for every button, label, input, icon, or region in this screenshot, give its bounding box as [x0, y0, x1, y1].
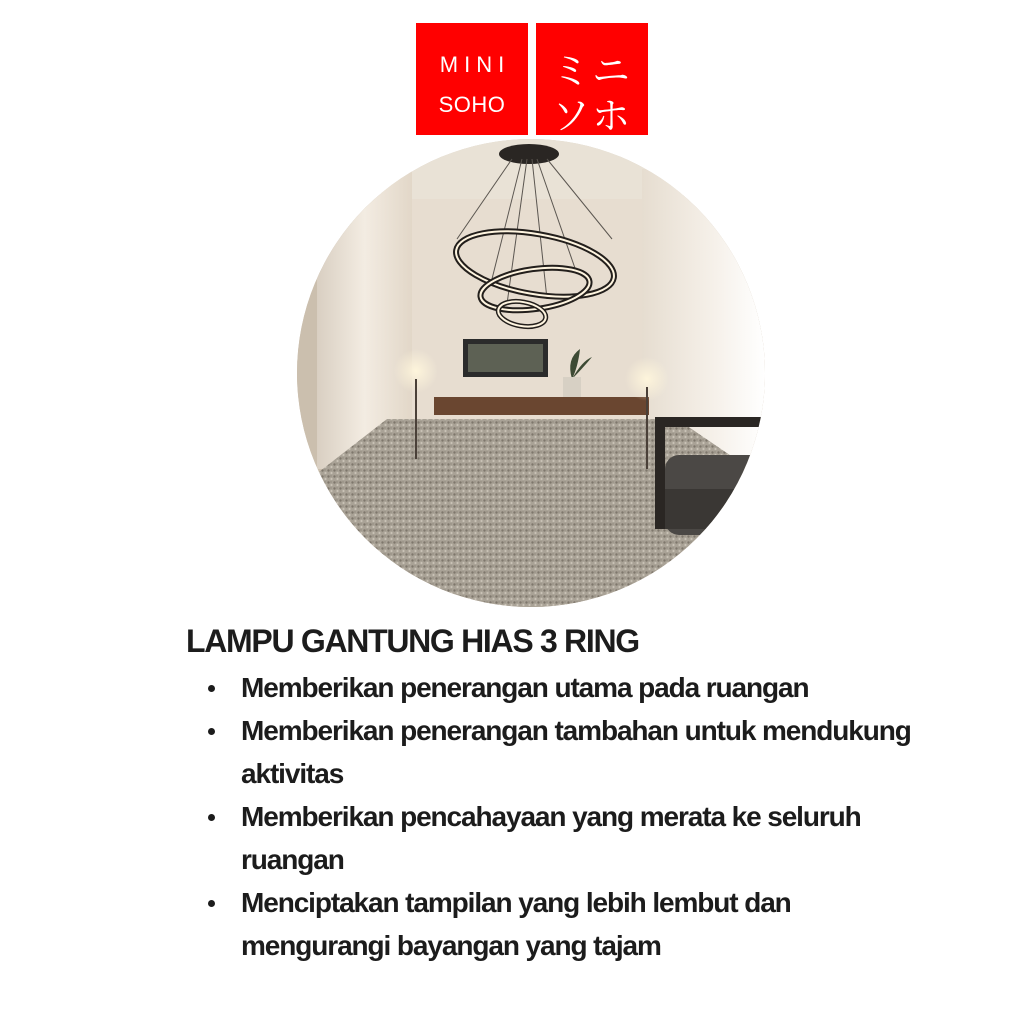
logo-katakana-box	[536, 23, 648, 138]
feature-list	[241, 666, 921, 967]
feature-item	[241, 881, 921, 967]
product-title: LAMPU GANTUNG HIAS 3 RING	[186, 623, 639, 659]
feature-item	[241, 666, 921, 709]
logo-katakana-line2: ソホ	[551, 96, 632, 138]
bullet-icon	[208, 900, 215, 907]
feature-text: Memberikan penerangan tambahan untuk mendukung aktivitas	[241, 715, 911, 789]
bullet-icon	[208, 685, 215, 692]
brand-logo	[416, 23, 648, 138]
bullet-icon	[208, 814, 215, 821]
bullet-icon	[208, 728, 215, 735]
logo-latin-box	[416, 23, 528, 135]
logo-katakana-line1: ミニ	[551, 51, 632, 93]
logo-latin-line2: SOHO	[438, 92, 506, 117]
feature-text: Memberikan penerangan utama pada ruangan	[241, 672, 809, 703]
feature-text: Menciptakan tampilan yang lebih lembut dan mengurangi bayangan yang tajam	[241, 887, 791, 961]
product-photo	[297, 139, 765, 607]
feature-text: Memberikan pencahayaan yang merata ke seluruh ruangan	[241, 801, 861, 875]
feature-item	[241, 795, 921, 881]
feature-item	[241, 709, 921, 795]
logo-latin-line1: MINI	[439, 52, 511, 77]
